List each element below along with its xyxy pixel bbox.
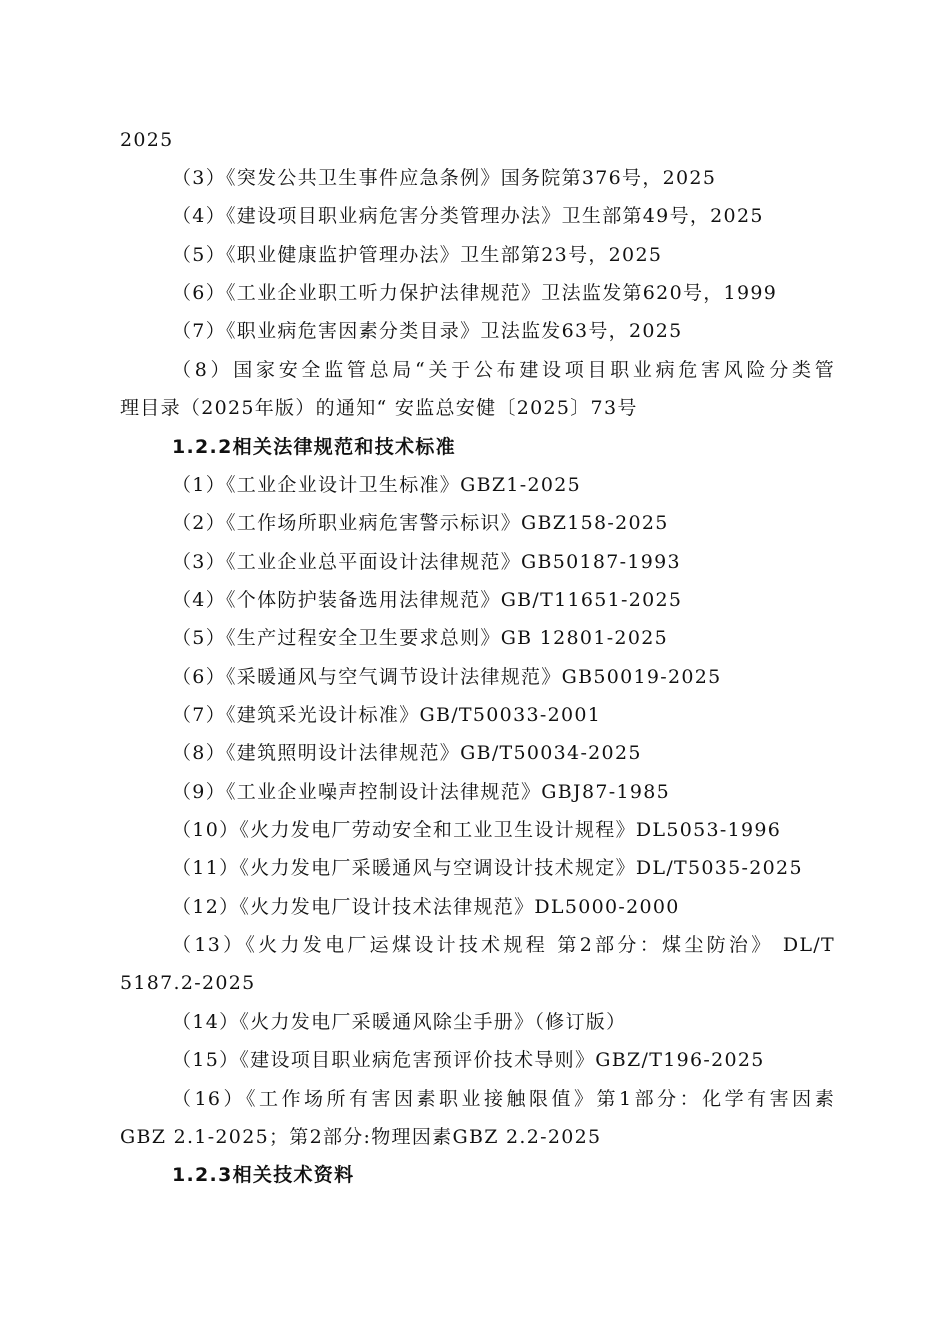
list-item: （5）《生产过程安全卫生要求总则》GB 12801-2025 <box>172 627 668 649</box>
list-item: （7）《职业病危害因素分类目录》卫法监发63号，2025 <box>172 320 683 342</box>
list-item: （4）《建设项目职业病危害分类管理办法》卫生部第49号，2025 <box>172 205 764 227</box>
text-line-continuation: 理目录（2025年版）的通知“ 安监总安健〔2025〕73号 <box>120 397 638 419</box>
list-item: （8）《建筑照明设计法律规范》GB/T50034-2025 <box>172 742 642 764</box>
list-item: （14）《火力发电厂采暖通风除尘手册》（修订版） <box>172 1011 627 1033</box>
list-item: （3）《工业企业总平面设计法律规范》GB50187-1993 <box>172 551 681 573</box>
list-item: （4）《个体防护装备选用法律规范》GB/T11651-2025 <box>172 589 683 611</box>
list-item: （3）《突发公共卫生事件应急条例》国务院第376号，2025 <box>172 167 717 189</box>
list-item: （7）《建筑采光设计标准》GB/T50033-2001 <box>172 704 602 726</box>
list-item: （6）《工业企业职工听力保护法律规范》卫法监发第620号，1999 <box>172 282 778 304</box>
list-item: （1）《工业企业设计卫生标准》GBZ1-2025 <box>172 474 581 496</box>
list-item: （16）《工作场所有害因素职业接触限值》第1部分：化学有害因素 <box>172 1088 835 1110</box>
list-item: （8）国家安全监管总局“关于公布建设项目职业病危害风险分类管 <box>172 359 835 381</box>
text-line-continuation: 5187.2-2025 <box>120 972 256 994</box>
list-item: （12）《火力发电厂设计技术法律规范》DL5000-2000 <box>172 896 680 918</box>
list-item: （2）《工作场所职业病危害警示标识》GBZ158-2025 <box>172 512 669 534</box>
section-heading: 1.2.2相关法律规范和技术标准 <box>172 436 456 458</box>
list-item: （10）《火力发电厂劳动安全和工业卫生设计规程》DL5053-1996 <box>172 819 782 841</box>
list-item: （6）《采暖通风与空气调节设计法律规范》GB50019-2025 <box>172 666 722 688</box>
text-line-continuation: GBZ 2.1-2025；第2部分:物理因素GBZ 2.2-2025 <box>120 1126 602 1148</box>
list-item: （15）《建设项目职业病危害预评价技术导则》GBZ/T196-2025 <box>172 1049 765 1071</box>
list-item: （13）《火力发电厂运煤设计技术规程 第2部分：煤尘防治》 DL/T <box>172 934 835 956</box>
list-item: （5）《职业健康监护管理办法》卫生部第23号，2025 <box>172 244 663 266</box>
text-line-continuation: 2025 <box>120 129 174 151</box>
section-heading: 1.2.3相关技术资料 <box>172 1164 355 1186</box>
list-item: （9）《工业企业噪声控制设计法律规范》GBJ87-1985 <box>172 781 670 803</box>
list-item: （11）《火力发电厂采暖通风与空调设计技术规定》DL/T5035-2025 <box>172 857 803 879</box>
